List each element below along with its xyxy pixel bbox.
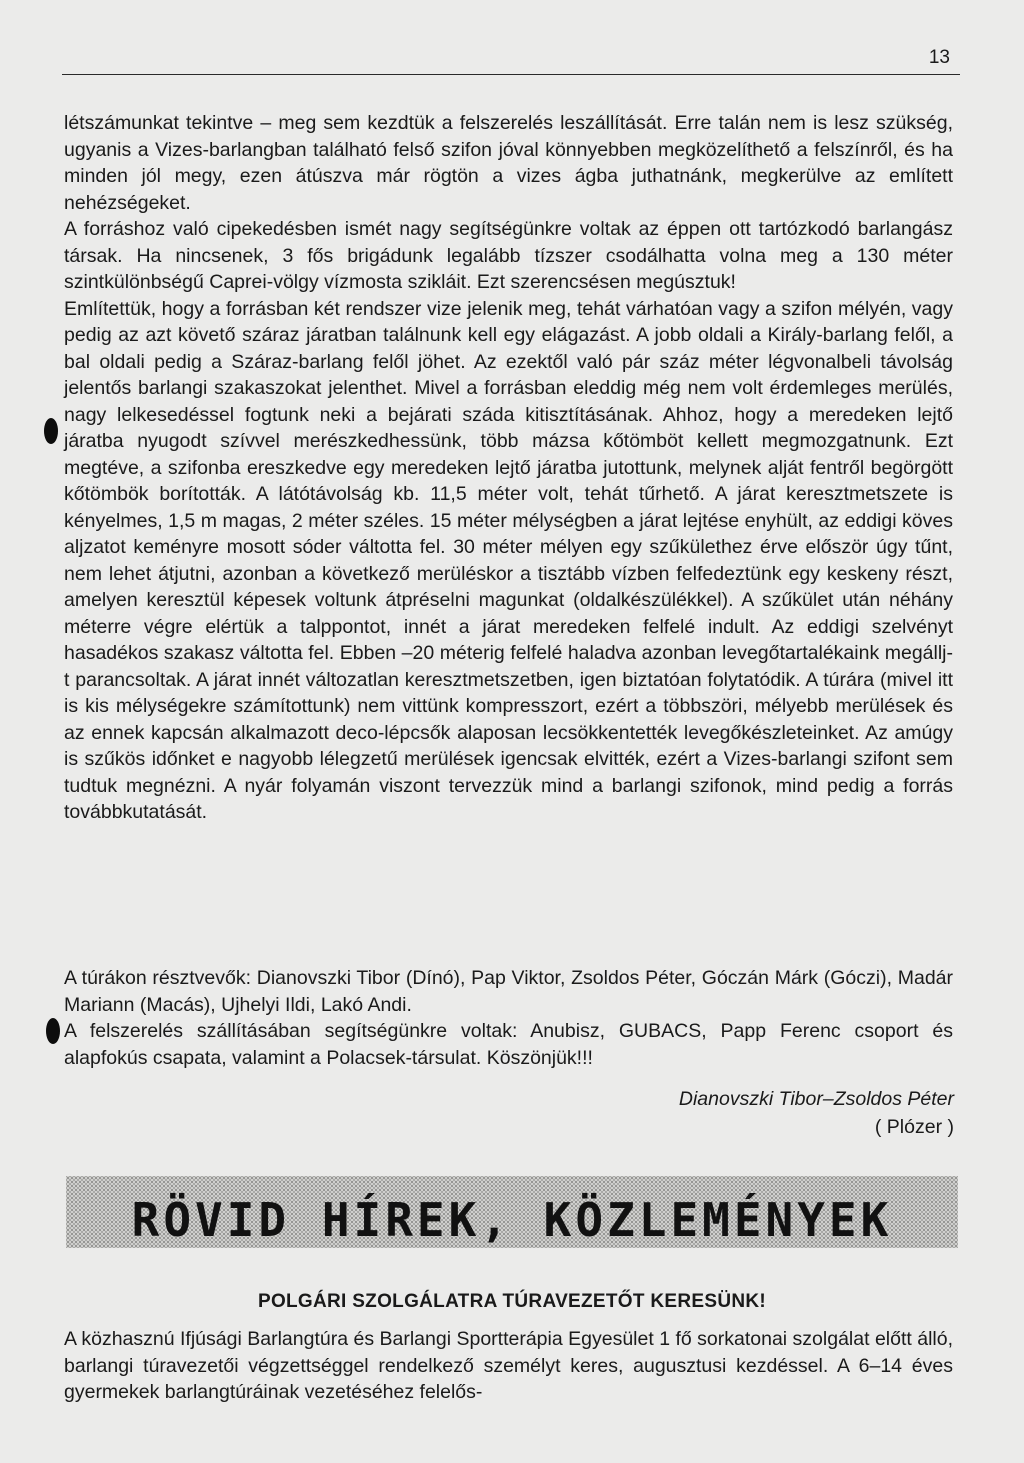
notice-body (64, 1326, 953, 1406)
signature-org: ( Plózer ) (874, 1116, 954, 1138)
section-banner (66, 1176, 958, 1248)
article-paragraph-2: A forráshoz való cipekedésben ismét nagy segítségünkre voltak az éppen ott tartózkodó barlangász társak. Ha nincsenek, 3 fős brigádunk legalább tízszer csodálhatta volna meg a 130 méter szintkülönbségű Caprei-völgy vízmosta szikláit. Ezt szerencsésen megúsztuk! (64, 218, 953, 293)
helpers-paragraph: A felszerelés szállításában segítségünkre voltak: Anubisz, GUBACS, Papp Ferenc csoport és alapfokús csapata, valamint a Polacsek-társulat. Köszönjük!!! (64, 1020, 953, 1069)
punch-hole-mark (46, 1018, 60, 1044)
punch-hole-mark (44, 418, 58, 444)
notice-paragraph: A közhasznú Ifjúsági Barlangtúra és Barlangi Sportterápia Egyesület 1 fő sorkatonai szolgálat előtt álló, barlangi túravezetői végzettséggel rendelkező személyt keres, augusztusi kezdéssel. A 6–14 éves gyermekek barlangtúráinak vezetéséhez felelős- (64, 1328, 953, 1403)
header-rule (62, 74, 960, 75)
participants-section (64, 965, 953, 1071)
participants-paragraph: A túrákon résztvevők: Dianovszki Tibor (Dínó), Pap Viktor, Zsoldos Péter, Góczán Márk (Góczi), Madár Mariann (Macás), Ujhelyi Ildi, Lakó Andi. (64, 967, 953, 1016)
banner-title: RÖVID HÍREK, KÖZLEMÉNYEK (131, 1193, 893, 1247)
article-body (64, 110, 953, 826)
notice-heading: POLGÁRI SZOLGÁLATRA TÚRAVEZETŐT KERESÜNK! (257, 1291, 767, 1312)
article-paragraph-1: létszámunkat tekintve – meg sem kezdtük a felszerelés leszállítását. Erre talán nem is lesz szükség, ugyanis a Vizes-barlangban található felső szifon jóval könnyebben megközelíthető a felszínről, és ha minden jól megy, ezen átúszva már rögtön a vizes ágba juthatnánk, megkerülve az említett nehézségeket. (64, 112, 953, 214)
signature-authors: Dianovszki Tibor–Zsoldos Péter (678, 1088, 954, 1110)
article-paragraph-3: Említettük, hogy a forrásban két rendszer vize jelenik meg, tehát várhatóan vagy a szifon mélyén, vagy pedig az azt követő száraz járatban találnunk kell egy elágazást. A jobb oldali a Király-barlang felől, a bal oldali pedig a Száraz-barlang felől jöhet. Az ezektől való pár száz méter légvonalbeli távolság jelentős barlangi szakaszokat jelenthet. Mivel a forrásban eleddig még nem volt érdemleges merülés, nagy lelkesedéssel fogtunk neki a bejárati száda kitisztításának. Ahhoz, hogy a meredeken lejtő járatba nyugodt szívvel merészkedhessünk, több mázsa kőtömböt kellett megmozgatnunk. Ezt megtéve, a szifonba ereszkedve egy meredeken lejtő járatba jutottunk, melynek alját fentről begörgött kőtömbök borították. A látótávolság kb. 11,5 méter volt, tehát tűrhető. A járat keresztmetszete is kényelmes, 1,5 m magas, 2 méter széles. 15 méter mélységben a járat lejtése enyhült, az eddigi köves aljzatot keményre mosott sóder váltotta fel. 30 méter mélyen egy szűkülethez érve először úgy tűnt, nem lehet átjutni, azonban a következő merüléskor a tisztább vízben felfedeztünk egy keskeny részt, amelyen keresztül képesek voltunk átpréselni magunkat (oldalkészülékkel). A szűkület után néhány méterre végre elértük a talppontot, innét a járat meredeken felfelé indult. Az eddigi szelvényt hasadékos szakasz váltotta fel. Ebben –20 méterig felfelé haladva azonban levegőtartalékaink megállj-t parancsoltak. A járat innét változatlan keresztmetszetben, igen biztatóan folytatódik. A túrára (mivel itt is kis mélységekre számítottunk) nem vittünk kompresszort, ezért a többszöri, mélyebb merülések és az ennek kapcsán alkalmazott deco-lépcsők alaposan lecsökkentették levegőkészleteinket. Az amúgy is szűkös időnket e nagyobb lélegzetű merülések igencsak elvitték, ezért a Vizes-barlangi szifont sem tudtuk megnézni. A nyár folyamán viszont tervezzük mind a barlangi szifonok, mind pedig a forrás továbbkutatását. (64, 297, 953, 823)
page-number: 13 (928, 47, 950, 68)
